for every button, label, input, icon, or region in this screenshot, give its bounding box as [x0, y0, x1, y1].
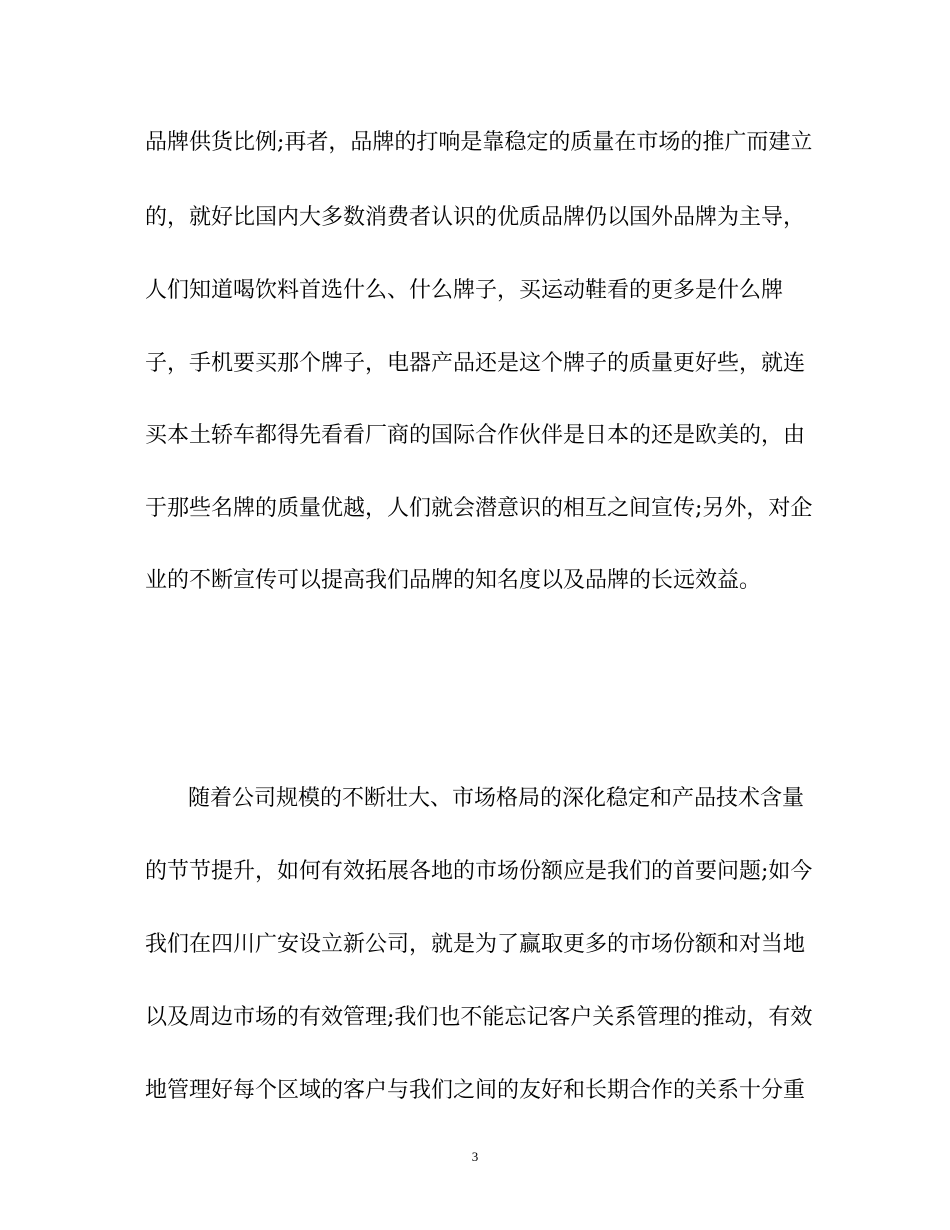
- paragraph-line: 我们在四川广安设立新公司，就是为了赢取更多的市场份额和对当地: [145, 932, 806, 957]
- paragraph-line: 随着公司规模的不断壮大、市场格局的深化稳定和产品技术含量: [188, 786, 805, 811]
- paragraph-line: 买本土轿车都得先看看厂商的国际合作伙伴是日本的还是欧美的，由: [145, 423, 806, 448]
- paragraph-line: 子，手机要买那个牌子，电器产品还是这个牌子的质量更好些，就连: [145, 351, 806, 376]
- paragraph-line: 地管理好每个区域的客户与我们之间的友好和长期合作的关系十分重: [145, 1078, 806, 1103]
- paragraph-line: 品牌供货比例;再者，品牌的打响是靠稳定的质量在市场的推广而建立: [145, 130, 813, 155]
- paragraph-line: 人们知道喝饮料首选什么、什么牌子，买运动鞋看的更多是什么牌: [145, 278, 784, 303]
- paragraph-line: 于那些名牌的质量优越，人们就会潜意识的相互之间宣传;另外，对企: [145, 496, 813, 521]
- paragraph-line: 以及周边市场的有效管理;我们也不能忘记客户关系管理的推动，有效: [145, 1005, 813, 1030]
- paragraph-line: 业的不断宣传可以提高我们品牌的知名度以及品牌的长远效益。: [145, 568, 762, 593]
- page-number: 3: [471, 1149, 479, 1164]
- paragraph-line: 的节节提升，如何有效拓展各地的市场份额应是我们的首要问题;如今: [145, 859, 813, 884]
- paragraph-line: 的，就好比国内大多数消费者认识的优质品牌仍以国外品牌为主导，: [145, 205, 806, 230]
